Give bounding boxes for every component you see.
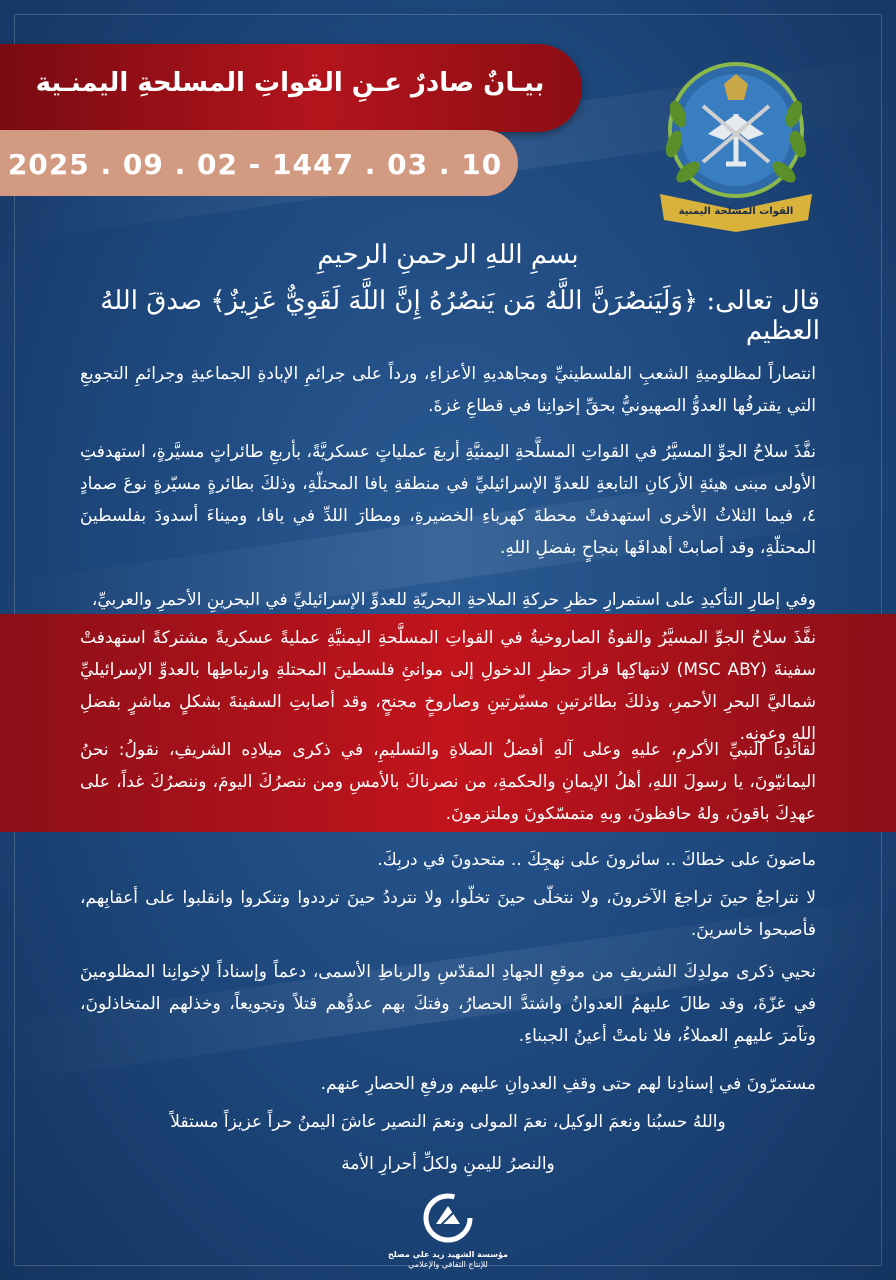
statement-date: 2025 . 09 . 02 - 1447 . 03 . 10	[7, 148, 503, 181]
paragraph-continuing: مستمرّونَ في إسنادِنا لهم حتى وقفِ العدوانِ عليهم ورفعِ الحصارِ عنهم.	[320, 1074, 816, 1094]
foundation-logo-icon	[418, 1190, 478, 1250]
paragraph-ship-attack: نفَّذَ سلاحُ الجوِّ المسيَّرُ والقوةُ الصاروخيةُ في القواتِ المسلَّحةِ اليمنيَّةِ عمليةً عسكريةً مشتركةً استهدفتْ سفينةَ (MSC ABY) لانتهاكِها قرارَ حظرِ الدخولِ إلى موانئِ فلسطينَ المحتلةِ وارتباطِها بالعدوِّ الإسرائيليِّ شماليَّ البحرِ الأحمرِ، وذلكَ بطائرتينِ مسيّرتينِ وصاروخٍ مجنحٍ، وقد أصابتِ السفينةَ بشكلٍ مباشرٍ بفضلِ اللهِ وعونِه.	[80, 628, 816, 744]
paragraph-naval-ban: وفي إطارِ التأكيدِ على استمرارِ حظرِ حركةِ الملاحةِ البحريّةِ للعدوِّ الإسرائيليِّ في البحرينِ الأحمرِ والعربيِّ،	[91, 590, 816, 610]
closing-line-2: والنصرُ لليمنِ ولكلِّ أحرارِ الأمة	[341, 1154, 555, 1174]
emblem-label: القوات المسلحة اليمنية	[678, 206, 794, 217]
paragraph-gaza-support: نحيي ذكرى مولدِكَ الشريفِ من موقعِ الجهادِ المقدّسِ والرباطِ الأسمى، دعماً وإسناداً لإخوانِنا المظلومينَ في غزّةَ، وقد طالَ عليهمُ العدوانُ واشتدَّ الحصارُ، وفتكَ بهم عدوُّهم قتلاً وتجويعاً، وخذلهم المتخاذلونَ، وتآمرَ عليهمِ العملاءُ، فلا نامتْ أعينُ الجبناءِ.	[80, 962, 816, 1046]
foundation-org: مؤسسة الشهيد زيد علي مصلح	[388, 1250, 508, 1259]
paragraph-intro: انتصاراً لمظلوميةِ الشعبِ الفلسطينيِّ ومجاهديهِ الأعزاءِ، ورداً على جرائمِ الإبادةِ الجماعيةِ وجرائمِ التجويعِ التي يقترفُها العدوُّ الصهيونيُّ بحقِّ إخوانِنا في قطاعِ غزةَ.	[80, 364, 816, 416]
basmala: بسمِ اللهِ الرحمنِ الرحيمِ	[317, 240, 579, 270]
statement-title: بيـانٌ صادرٌ عـنِ القواتِ المسلحةِ اليمنـية	[35, 68, 545, 98]
paragraph-following: ماضونَ على خطاكَ .. سائرونَ على نهجِكَ .. متحدونَ في دربِكَ.	[377, 850, 816, 870]
paragraph-prophet-address: لقائدِنا النبيِّ الأكرمِ، عليهِ وعلى آلهِ أفضلُ الصلاةِ والتسليمِ، في ذكرى ميلادِه الشريفِ، نقولُ: نحنُ اليمانيّونَ، يا رسولَ اللهِ، أهلُ الإيمانِ والحكمةِ، من نصرناكَ بالأمسِ ومن ننصرُكَ اليومَ، وننصرُكَ غداً، على عهدِكَ باقونَ، ولهُ حافظونَ، وبهِ متمسّكونَ وملتزمونَ.	[80, 740, 816, 824]
foundation-name	[380, 1250, 516, 1270]
closing-line-1: واللهُ حسبُنا ونعمَ الوكيل، نعمَ المولى ونعمَ النصير عاشَ اليمنُ حراً عزيزاً مستقلاً	[170, 1112, 726, 1132]
paragraph-drone-operations: نفَّذَ سلاحُ الجوِّ المسيَّرُ في القواتِ المسلَّحةِ اليمنيَّةِ أربعَ عملياتٍ عسكريَّةً، بأربعِ طائراتٍ مسيَّرةٍ، استهدفتِ الأولى مبنى هيئةِ الأركانِ التابعةِ للعدوِّ الإسرائيليِّ في منطقةِ يافا المحتلّةِ، وذلكَ بطائرةٍ مسيّرةٍ نوعَ صمادٍ ٤، فيما الثلاثُ الأخرى استهدفتْ محطةَ كهرباءِ الخضيرةِ، ومطارَ اللدِّ في يافا، وميناءَ أسدودَ بفلسطينَ المحتلّةِ، وقد أصابتْ أهدافَها بنجاحٍ بفضلِ اللهِ.	[80, 442, 816, 558]
quran-verse: قال تعالى: ﴿وَلَيَنصُرَنَّ اللَّهُ مَن يَنصُرُهُ إِنَّ اللَّهَ لَقَوِيٌّ عَزِيزٌ﴾ صدقَ اللهُ العظيم	[100, 286, 820, 346]
foundation-sub: للإنتاج الثقافي والإعلامي	[408, 1260, 488, 1269]
paragraph-steadfast: لا نتراجعُ حينَ تراجعَ الآخرونَ، ولا نتخلّى حينَ تخلّوا، ولا نترددُ حينَ ترددوا وتنكروا وانقلبوا على أعقابِهم، فأصبحوا خاسرينَ.	[80, 888, 816, 940]
